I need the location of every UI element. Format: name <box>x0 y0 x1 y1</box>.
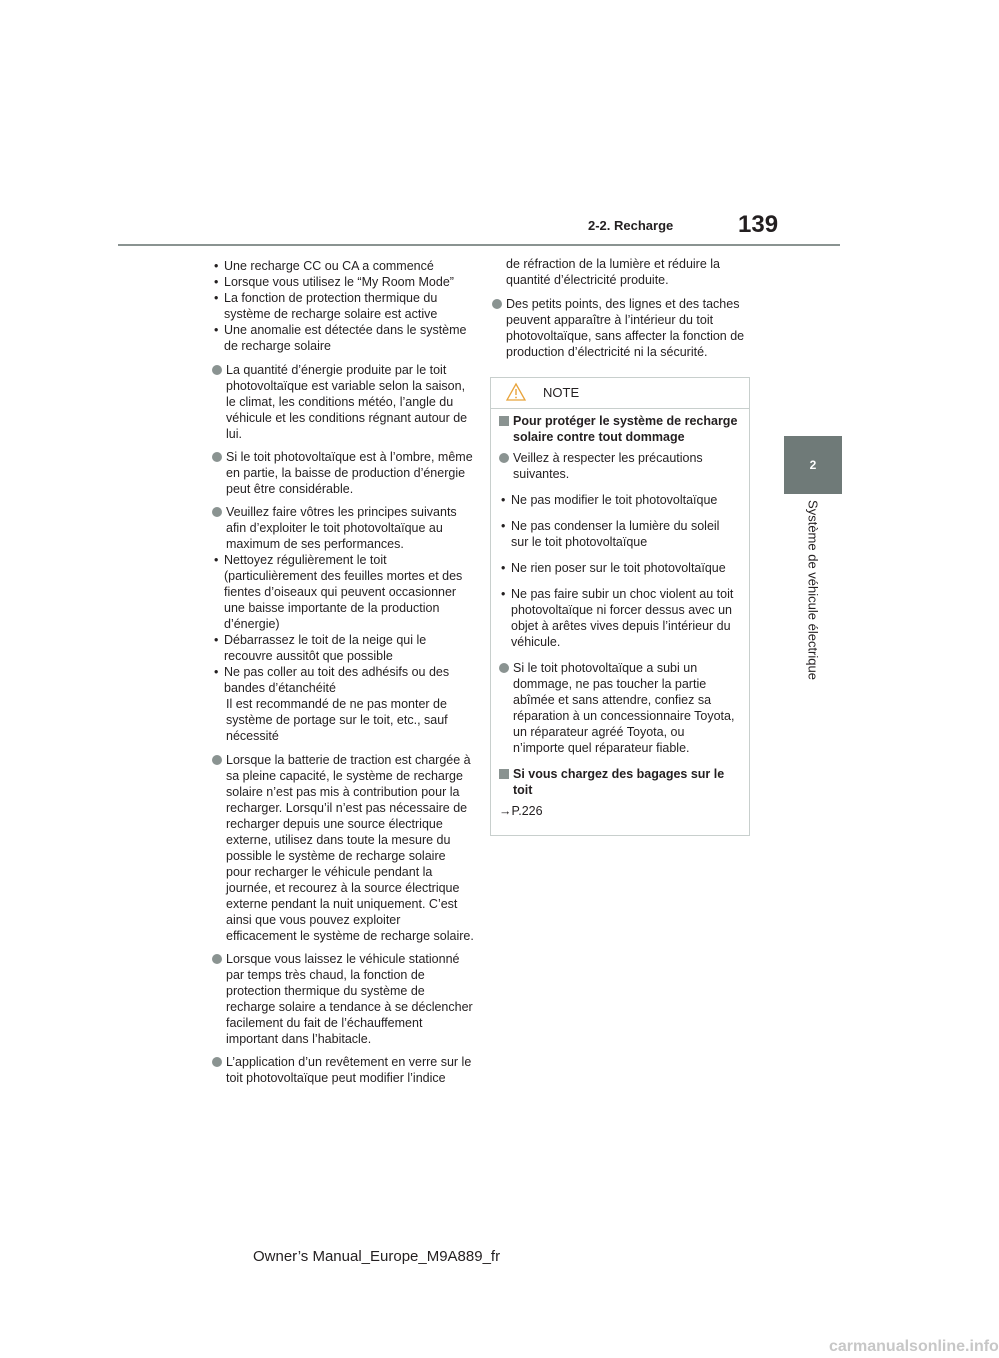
note-box <box>490 377 750 836</box>
bullet-paragraph: Lorsque vous laissez le véhicule stationné par temps très chaud, la fonction de protection thermique du système de recharge solaire a tendance à se déclencher facilement du fait de l’échauffement important dans l’habitacle. <box>212 951 474 1047</box>
page-reference-link[interactable]: →P.226 <box>499 804 543 818</box>
section-title: 2-2. Recharge <box>588 218 674 233</box>
list-item: • Ne pas modifier le toit photovoltaïque <box>499 492 739 508</box>
bullet-paragraph: Si le toit photovoltaïque est à l’ombre, même en partie, la baisse de production d’énergie peut être considérable. <box>212 449 474 497</box>
bullet-paragraph: L’application d’un revêtement en verre sur le toit photovoltaïque peut modifier l’indice <box>212 1054 474 1086</box>
right-column <box>492 256 750 367</box>
left-column <box>212 258 474 1093</box>
list-item: • La fonction de protection thermique du système de recharge solaire est active <box>212 290 474 322</box>
note-body <box>491 409 749 819</box>
list-item: • Ne pas condenser la lumière du soleil sur le toit photovoltaïque <box>499 518 739 550</box>
list-item: • Débarrassez le toit de la neige qui le recouvre aussitôt que possible <box>212 632 474 664</box>
list-item: • Une recharge CC ou CA a commencé <box>212 258 474 274</box>
list-item: • Une anomalie est détectée dans le système de recharge solaire <box>212 322 474 354</box>
list-item: • Ne pas coller au toit des adhésifs ou des bandes d’étanchéité <box>212 664 474 696</box>
bullet-paragraph: Veillez à respecter les précautions suivantes. <box>499 450 739 482</box>
bullet-paragraph: Si le toit photovoltaïque a subi un dommage, ne pas toucher la partie abîmée et sans attendre, confiez sa réparation à un concessionnaire Toyota, un réparateur agréé Toyota, ou n’importe quel réparateur fiable. <box>499 660 739 756</box>
continued-paragraph: de réfraction de la lumière et réduire la quantité d’électricité produite. <box>506 257 721 287</box>
page-number: 139 <box>738 211 779 238</box>
note-heading: Si vous chargez des bagages sur le toit <box>499 766 739 798</box>
list-item: • Ne rien poser sur le toit photovoltaïque <box>499 560 739 576</box>
header-divider <box>118 244 840 246</box>
chapter-number: 2 <box>809 458 817 472</box>
chapter-tab[interactable] <box>784 436 842 494</box>
footer-text: Owner’s Manual_Europe_M9A889_fr <box>253 1248 501 1265</box>
bullet-paragraph: La quantité d’énergie produite par le toit photovoltaïque est variable selon la saison, le climat, les conditions météo, l’angle du véhicule et les conditions régnant autour de lui. <box>212 362 474 442</box>
bullet-paragraph: Lorsque la batterie de traction est chargée à sa pleine capacité, le système de recharge solaire n’est pas mis à contribution pour la recharger. Lorsqu’il n’est pas nécessaire de recharger depuis une source électrique externe, utilisez dans toute la mesure du possible le système de recharge solaire pour recharger le véhicule pendant la journée, et recourez à la source électrique externe pendant la nuit uniquement. C’est ainsi que vous pouvez exploiter efficacement le système de recharge solaire. <box>212 752 474 944</box>
tips-list <box>212 552 474 744</box>
bullet-paragraph: Des petits points, des lignes et des taches peuvent apparaître à l’intérieur du toit photovoltaïque, sans affecter la fonction de production d’électricité ni la sécurité. <box>492 296 750 360</box>
watermark: carmanualsonline.info <box>829 1338 999 1355</box>
warning-icon <box>506 383 526 401</box>
note-heading: Pour protéger le système de recharge solaire contre tout dommage <box>499 413 739 445</box>
bullet-paragraph: Veuillez faire vôtres les principes suivants afin d’exploiter le toit photovoltaïque au maximum de ses performances. <box>212 504 474 552</box>
list-item: • Lorsque vous utilisez le “My Room Mode” <box>212 274 474 290</box>
list-item: • Nettoyez régulièrement le toit (particulièrement des feuilles mortes et des fientes d’oiseaux qui peuvent occasionner une baisse importante de la production d’énergie) <box>212 552 474 632</box>
note-header <box>491 378 749 409</box>
list-item-note: Il est recommandé de ne pas monter de système de portage sur le toit, etc., sauf nécessité <box>226 697 448 743</box>
note-title: NOTE <box>543 385 580 400</box>
intro-list <box>212 258 474 354</box>
list-item: • Ne pas faire subir un choc violent au toit photovoltaïque ni forcer dessus avec un objet à arêtes vives depuis l’intérieur du véhicule. <box>499 586 739 650</box>
chapter-title: Système de véhicule électrique <box>805 500 821 680</box>
